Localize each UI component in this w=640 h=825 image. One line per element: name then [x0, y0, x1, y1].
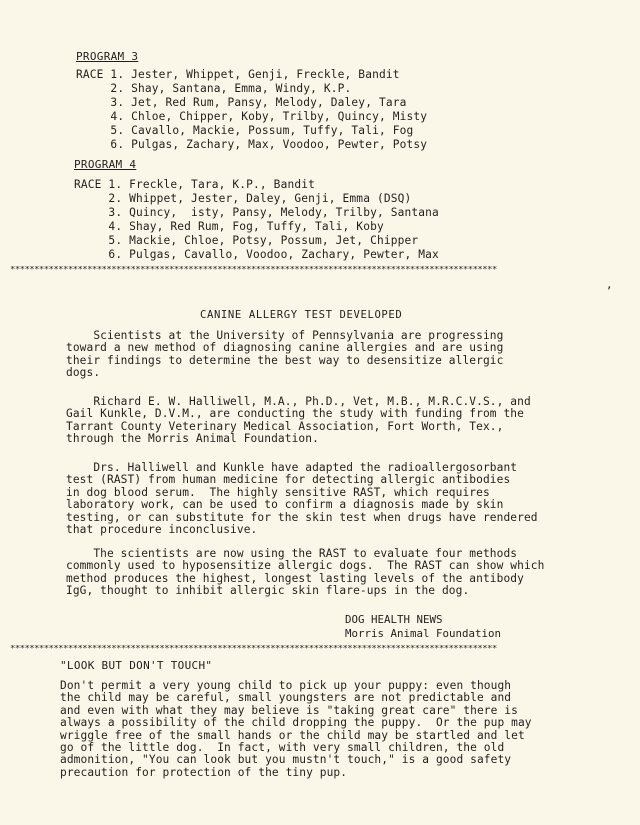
section-title: "LOOK BUT DON'T TOUCH" [60, 659, 213, 672]
asterisk-separator: ***************************************************************************************************** [10, 645, 497, 653]
program-4-heading: PROGRAM 4 [74, 158, 137, 171]
source-publication: DOG HEALTH NEWS [345, 613, 443, 626]
program-4-race-6: 6. Pulgas, Cavallo, Voodoo, Zachary, Pewter, Max [74, 248, 439, 261]
program-3-heading: PROGRAM 3 [76, 50, 139, 63]
program-4-race-1: RACE 1. Freckle, Tara, K.P., Bandit [74, 178, 315, 191]
source-organization: Morris Animal Foundation [345, 627, 502, 640]
section-paragraph: Don't permit a very young child to pick up your puppy: even though the child may be careful, small youngsters are not predictable and and even with what they may believe is "taking great care" there is always a possibility of the child dropping the puppy. Or the pup may wriggle free of the small hands or the child may be startled and let go of the little dog. In fact, with very small children, the old admonition, "You can look but you mustn't touch," is a good safety precaution for protection of the tiny pup. [60, 679, 532, 779]
program-4-race-3: 3. Quincy, isty, Pansy, Melody, Trilby, Santana [74, 206, 439, 219]
program-4-race-4: 4. Shay, Red Rum, Fog, Tuffy, Tali, Koby [74, 220, 384, 233]
article-paragraph-3: Drs. Halliwell and Kunkle have adapted the radioallergosorbant test (RAST) from human medicine for detecting allergic antibodies in dog blood serum. The highly sensitive RAST, which requires laboratory work, can be used to confirm a diagnosis made by skin testing, or can substitute for the skin test when drugs have rendered that procedure inconclusive. [66, 461, 538, 537]
program-3-race-2: 2. Shay, Santana, Emma, Windy, K.P. [76, 82, 352, 95]
program-3-race-6: 6. Pulgas, Zachary, Max, Voodoo, Pewter, Potsy [76, 138, 428, 151]
separator-comma: , [606, 278, 613, 291]
article-paragraph-2: Richard E. W. Halliwell, M.A., Ph.D., Vet, M.B., M.R.C.V.S., and Gail Kunkle, D.V.M., are conducting the study with funding from the Tarrant County Veterinary Medical Association, Fort Worth, Tex., through the Morris Animal Foundation. [66, 395, 531, 446]
program-3-race-5: 5. Cavallo, Mackie, Possum, Tuffy, Tali, Fog [76, 124, 414, 137]
article-paragraph-4: The scientists are now using the RAST to evaluate four methods commonly used to hyposensitize allergic dogs. The RAST can show which method produces the highest, longest lasting levels of the antibody IgG, thought to inhibit allergic skin flare-ups in the dog. [66, 547, 545, 598]
program-3-race-1: RACE 1. Jester, Whippet, Genji, Freckle, Bandit [76, 68, 400, 81]
program-4-race-5: 5. Mackie, Chloe, Potsy, Possum, Jet, Chipper [74, 234, 419, 247]
article-paragraph-1: Scientists at the University of Pennsylvania are progressing toward a new method of diagnosing canine allergies and are using their findings to determine the best way to desensitize allergic dogs. [66, 329, 504, 380]
program-3-race-3: 3. Jet, Red Rum, Pansy, Melody, Daley, Tara [76, 96, 407, 109]
article-title: CANINE ALLERGY TEST DEVELOPED [200, 309, 403, 321]
program-3-race-4: 4. Chloe, Chipper, Koby, Trilby, Quincy, Misty [76, 110, 428, 123]
program-4-race-2: 2. Whippet, Jester, Daley, Genji, Emma (DSQ) [74, 192, 412, 205]
asterisk-separator: ***************************************************************************************************** [10, 266, 497, 274]
